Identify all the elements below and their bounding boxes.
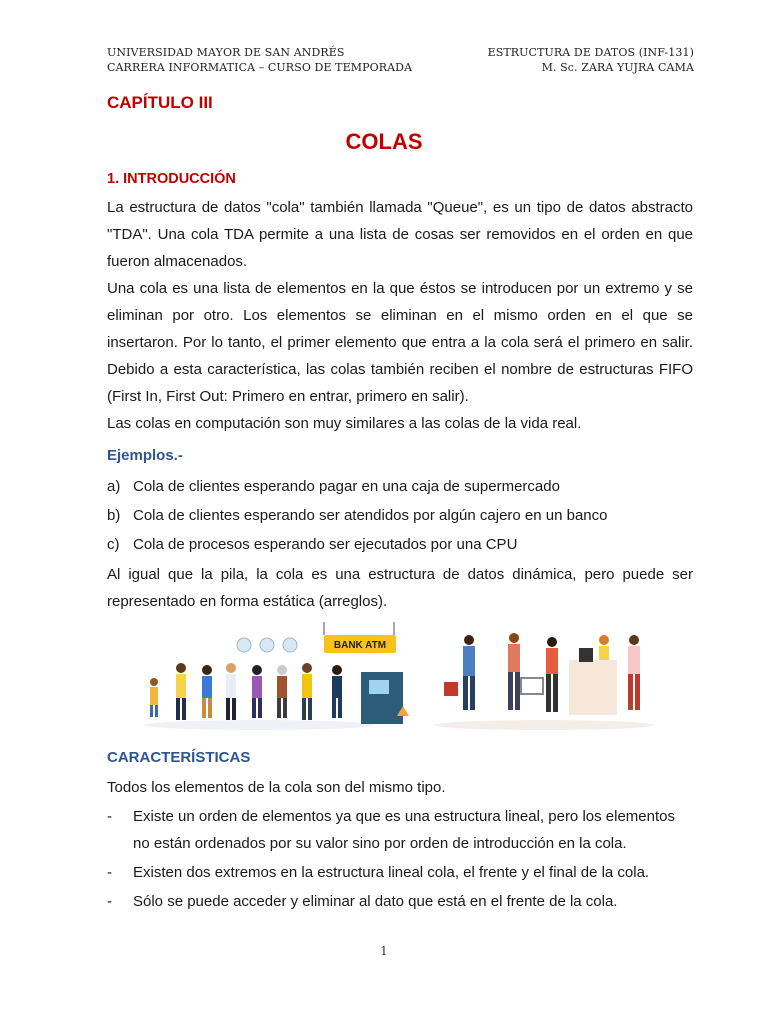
queue-illustration [139,620,659,735]
static-paragraph-block [107,561,693,615]
course-name: CARRERA INFORMATICA – CURSO DE TEMPORADA [107,60,413,74]
list-marker: c) [107,536,120,553]
intro-paragraph: Las colas en computación son muy similares a las colas de la vida real. [107,415,582,432]
author-name: M. Sc. ZARA YUJRA CAMA [541,60,694,74]
list-item-text: Cola de procesos esperando ser ejecutados por una CPU [133,536,518,553]
section-heading-intro: 1. INTRODUCCIÓN [107,171,236,187]
characteristics-heading: CARACTERÍSTICAS [107,749,251,766]
list-marker: - [107,864,112,881]
list-item-text: Existe un orden de elementos ya que es una estructura lineal, pero los elementos no están ordenados por su valor sino por orden de introducción en la cola. [133,808,675,852]
list-marker: a) [107,478,121,495]
page-number: 1 [380,944,388,958]
examples-heading: Ejemplos.- [107,447,183,464]
characteristics-intro-block [107,774,693,801]
list-marker: b) [107,507,121,524]
characteristics-intro: Todos los elementos de la cola son del mismo tipo. [107,779,446,796]
page-title: COLAS [345,129,423,154]
university-name: UNIVERSIDAD MAYOR DE SAN ANDRÉS [107,46,345,59]
supermarket-queue-illustration [434,633,654,730]
intro-paragraph: La estructura de datos "cola" también llamada "Queue", es un tipo de datos abstracto "TDA". Una cola TDA permite a una lista de cosas ser removidos en el orden en que fueron almacenados. [107,199,693,270]
list-marker: - [107,893,112,910]
list-item-text: Existen dos extremos en la estructura lineal cola, el frente y el final de la cola. [133,864,650,881]
chapter-heading: CAPÍTULO III [107,93,213,112]
header-left [107,46,412,75]
list-item-text: Sólo se puede acceder y eliminar al dato que está en el frente de la cola. [133,893,618,910]
bank-queue-illustration [144,622,409,730]
list-marker: - [107,808,112,825]
intro-paragraph: Una cola es una lista de elementos en la que éstos se introducen por un extremo y se eliminan por otro. Los elementos se eliminan en el mismo orden en el que se insertaron. Por lo tanto, el primer elemento que entra a la cola será el primero en salir. Debido a esta característica, las colas también reciben el nombre de estructuras FIFO (First In, First Out: Primero en entrar, primero en salir). [107,280,693,405]
atm-sign-text: BANK ATM [333,640,387,651]
list-item-text: Cola de clientes esperando ser atendidos por algún cajero en un banco [133,507,608,524]
header-right [488,46,694,75]
intro-text [107,194,693,437]
list-item-text: Cola de clientes esperando pagar en una caja de supermercado [133,478,560,495]
static-paragraph: Al igual que la pila, la cola es una estructura de datos dinámica, pero puede ser representado en forma estática (arreglos). [107,566,693,610]
subject-name: ESTRUCTURA DE DATOS (INF-131) [487,46,694,59]
